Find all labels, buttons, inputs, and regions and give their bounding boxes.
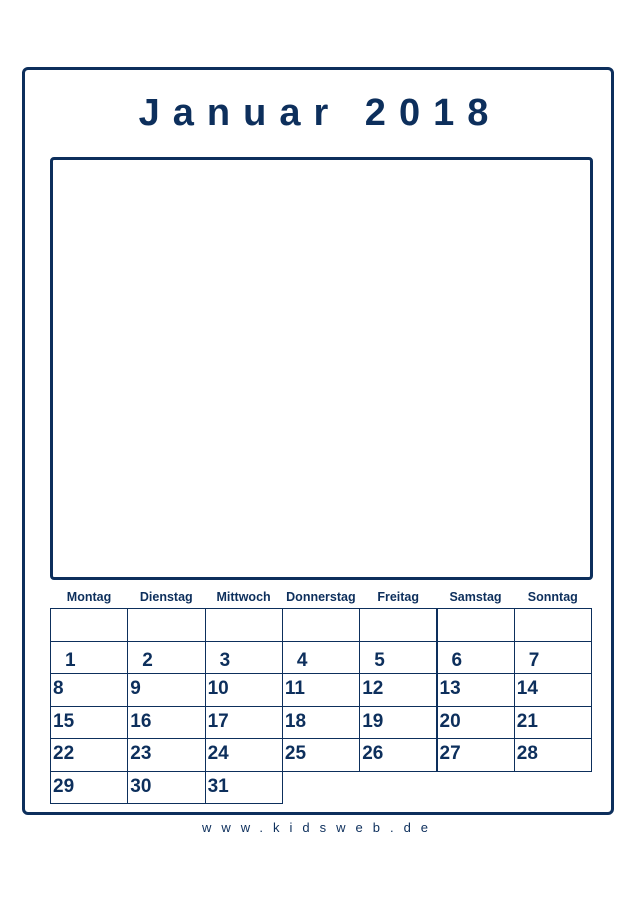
day-number: 16 — [130, 710, 152, 732]
day-cell — [205, 641, 283, 675]
day-number: 12 — [362, 678, 384, 699]
day-cell — [514, 738, 592, 772]
day-number: 28 — [516, 743, 538, 764]
day-cell — [50, 641, 128, 675]
day-number: 3 — [219, 649, 231, 671]
month-title: Januar 2018 — [138, 92, 502, 134]
day-cell — [359, 608, 437, 642]
day-number: 23 — [130, 743, 152, 764]
day-number: 9 — [130, 678, 141, 699]
day-cell — [437, 706, 515, 740]
website-footer: www.kidsweb.de — [201, 820, 439, 835]
day-number: 13 — [439, 678, 461, 699]
day-cell — [50, 673, 128, 707]
calendar-grid — [50, 608, 590, 803]
day-number: 19 — [362, 710, 384, 732]
day-cell — [127, 706, 205, 740]
day-number: 5 — [374, 649, 385, 671]
day-cell — [282, 608, 360, 642]
day-cell — [50, 706, 128, 740]
weekday-label: Samstag — [449, 590, 502, 604]
day-cell — [205, 771, 283, 805]
weekday-label: Montag — [66, 590, 112, 604]
day-cell — [437, 641, 515, 675]
day-cell — [127, 673, 205, 707]
day-cell — [514, 706, 592, 740]
weekday-label: Freitag — [377, 590, 420, 604]
day-number: 31 — [207, 775, 229, 797]
day-number: 22 — [53, 743, 75, 764]
day-cell — [127, 608, 205, 642]
day-cell — [127, 738, 205, 772]
day-number: 25 — [284, 743, 307, 764]
weekday-label: Dienstag — [139, 590, 193, 604]
day-number: 29 — [53, 775, 75, 797]
day-number: 1 — [65, 649, 76, 671]
day-number: 30 — [130, 775, 152, 797]
day-cell — [282, 641, 360, 675]
day-cell — [514, 641, 592, 675]
day-cell — [50, 608, 128, 642]
day-cell — [205, 738, 283, 772]
day-number: 14 — [516, 678, 538, 699]
day-number: 8 — [53, 678, 64, 699]
day-cell — [282, 706, 360, 740]
weekday-header-row — [50, 590, 590, 608]
day-number: 21 — [516, 710, 538, 732]
day-number: 7 — [528, 649, 540, 671]
day-cell — [50, 771, 128, 805]
day-number: 6 — [451, 649, 463, 671]
day-cell — [282, 673, 360, 707]
day-number: 27 — [439, 743, 461, 764]
day-cell — [205, 673, 283, 707]
day-cell — [205, 706, 283, 740]
day-cell — [437, 738, 515, 772]
day-cell — [282, 738, 360, 772]
day-number: 26 — [362, 743, 384, 764]
day-cell — [514, 608, 592, 642]
day-number: 17 — [207, 710, 229, 732]
photo-box — [50, 157, 593, 580]
day-number: 18 — [284, 710, 307, 732]
day-cell — [359, 706, 437, 740]
day-number: 15 — [53, 710, 75, 732]
day-cell — [205, 608, 283, 642]
day-cell — [127, 641, 205, 675]
day-number: 4 — [296, 649, 308, 671]
day-cell — [437, 608, 515, 642]
day-cell — [127, 771, 205, 805]
day-cell — [437, 673, 515, 707]
day-number: 20 — [439, 710, 461, 732]
weekday-label: Donnerstag — [286, 590, 356, 604]
weekday-label: Mittwoch — [216, 590, 271, 604]
day-number: 24 — [207, 743, 229, 764]
day-cell — [514, 673, 592, 707]
day-number: 11 — [284, 678, 305, 699]
day-cell — [50, 738, 128, 772]
weekday-label: Sonntag — [527, 590, 578, 604]
day-cell — [359, 738, 437, 772]
day-cell — [359, 641, 437, 675]
day-number: 10 — [207, 678, 229, 699]
day-number: 2 — [142, 649, 153, 671]
day-cell — [359, 673, 437, 707]
